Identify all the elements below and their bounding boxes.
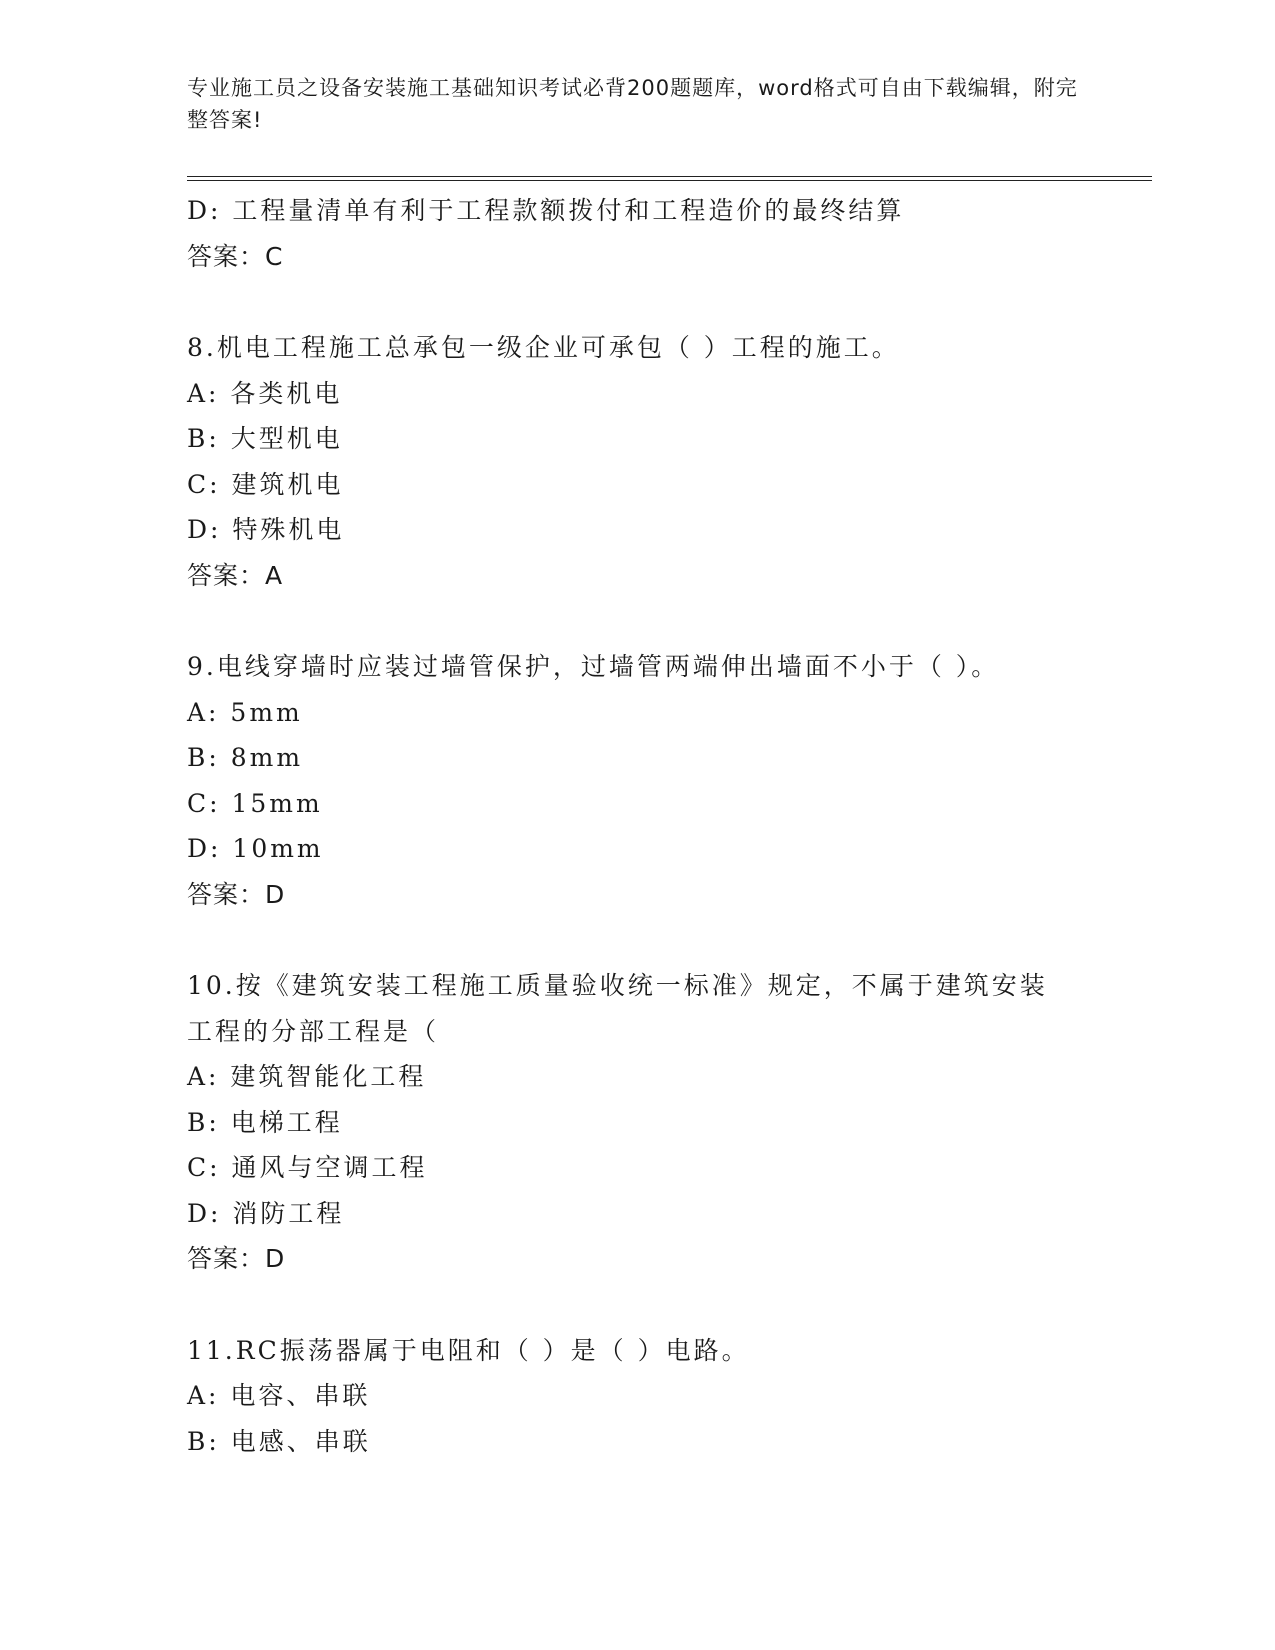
question-stem: 11.RC振荡器属于电阻和（ ）是（ ）电路。 [187,1335,750,1365]
question-7-tail [187,188,1087,279]
option-b: B: 大型机电 [187,424,343,453]
header-double-rule [187,176,1152,181]
option-a: A: 电容、串联 [187,1381,371,1410]
question-stem: 9.电线穿墙时应装过墙管保护，过墙管两端伸出墙面不小于（ ）。 [187,652,1000,681]
question-stem-line-2: 工程的分部工程是（ [187,1016,440,1046]
question-content [187,188,1087,1464]
question-10 [187,963,1087,1282]
answer-line: 答案：D [187,1244,286,1273]
spacer [187,279,1087,325]
option-b: B: 电梯工程 [187,1107,343,1137]
option-d: D: 工程量清单有利于工程款额拨付和工程造价的最终结算 [187,196,905,225]
answer-line: 答案：C [187,241,284,271]
option-d: D: 特殊机电 [187,515,345,544]
question-stem: 8.机电工程施工总承包一级企业可承包（ ）工程的施工。 [187,333,900,362]
option-c: C: 通风与空调工程 [187,1153,428,1182]
spacer [187,917,1087,963]
header-text: 专业施工员之设备安装施工基础知识考试必背200题题库，word格式可自由下载编辑，附完整答案! [187,76,1078,132]
page-header [187,72,1087,136]
spacer [187,1282,1087,1328]
option-a: A: 建筑智能化工程 [187,1062,427,1091]
option-d: D: 消防工程 [187,1198,345,1228]
option-d: D: 10mm [187,834,324,863]
option-a: A: 5mm [187,697,303,727]
option-a: A: 各类机电 [187,378,343,408]
question-8 [187,325,1087,598]
question-9 [187,644,1087,917]
option-b: B: 8mm [187,743,304,772]
option-b: B: 电感、串联 [187,1426,371,1456]
answer-line: 答案：A [187,560,284,590]
question-11 [187,1328,1087,1465]
option-c: C: 建筑机电 [187,469,344,499]
option-c: C: 15mm [187,788,323,818]
spacer [187,598,1087,644]
answer-line: 答案：D [187,879,286,909]
question-stem-line-1: 10.按《建筑安装工程施工质量验收统一标准》规定，不属于建筑安装 [187,971,1048,1000]
